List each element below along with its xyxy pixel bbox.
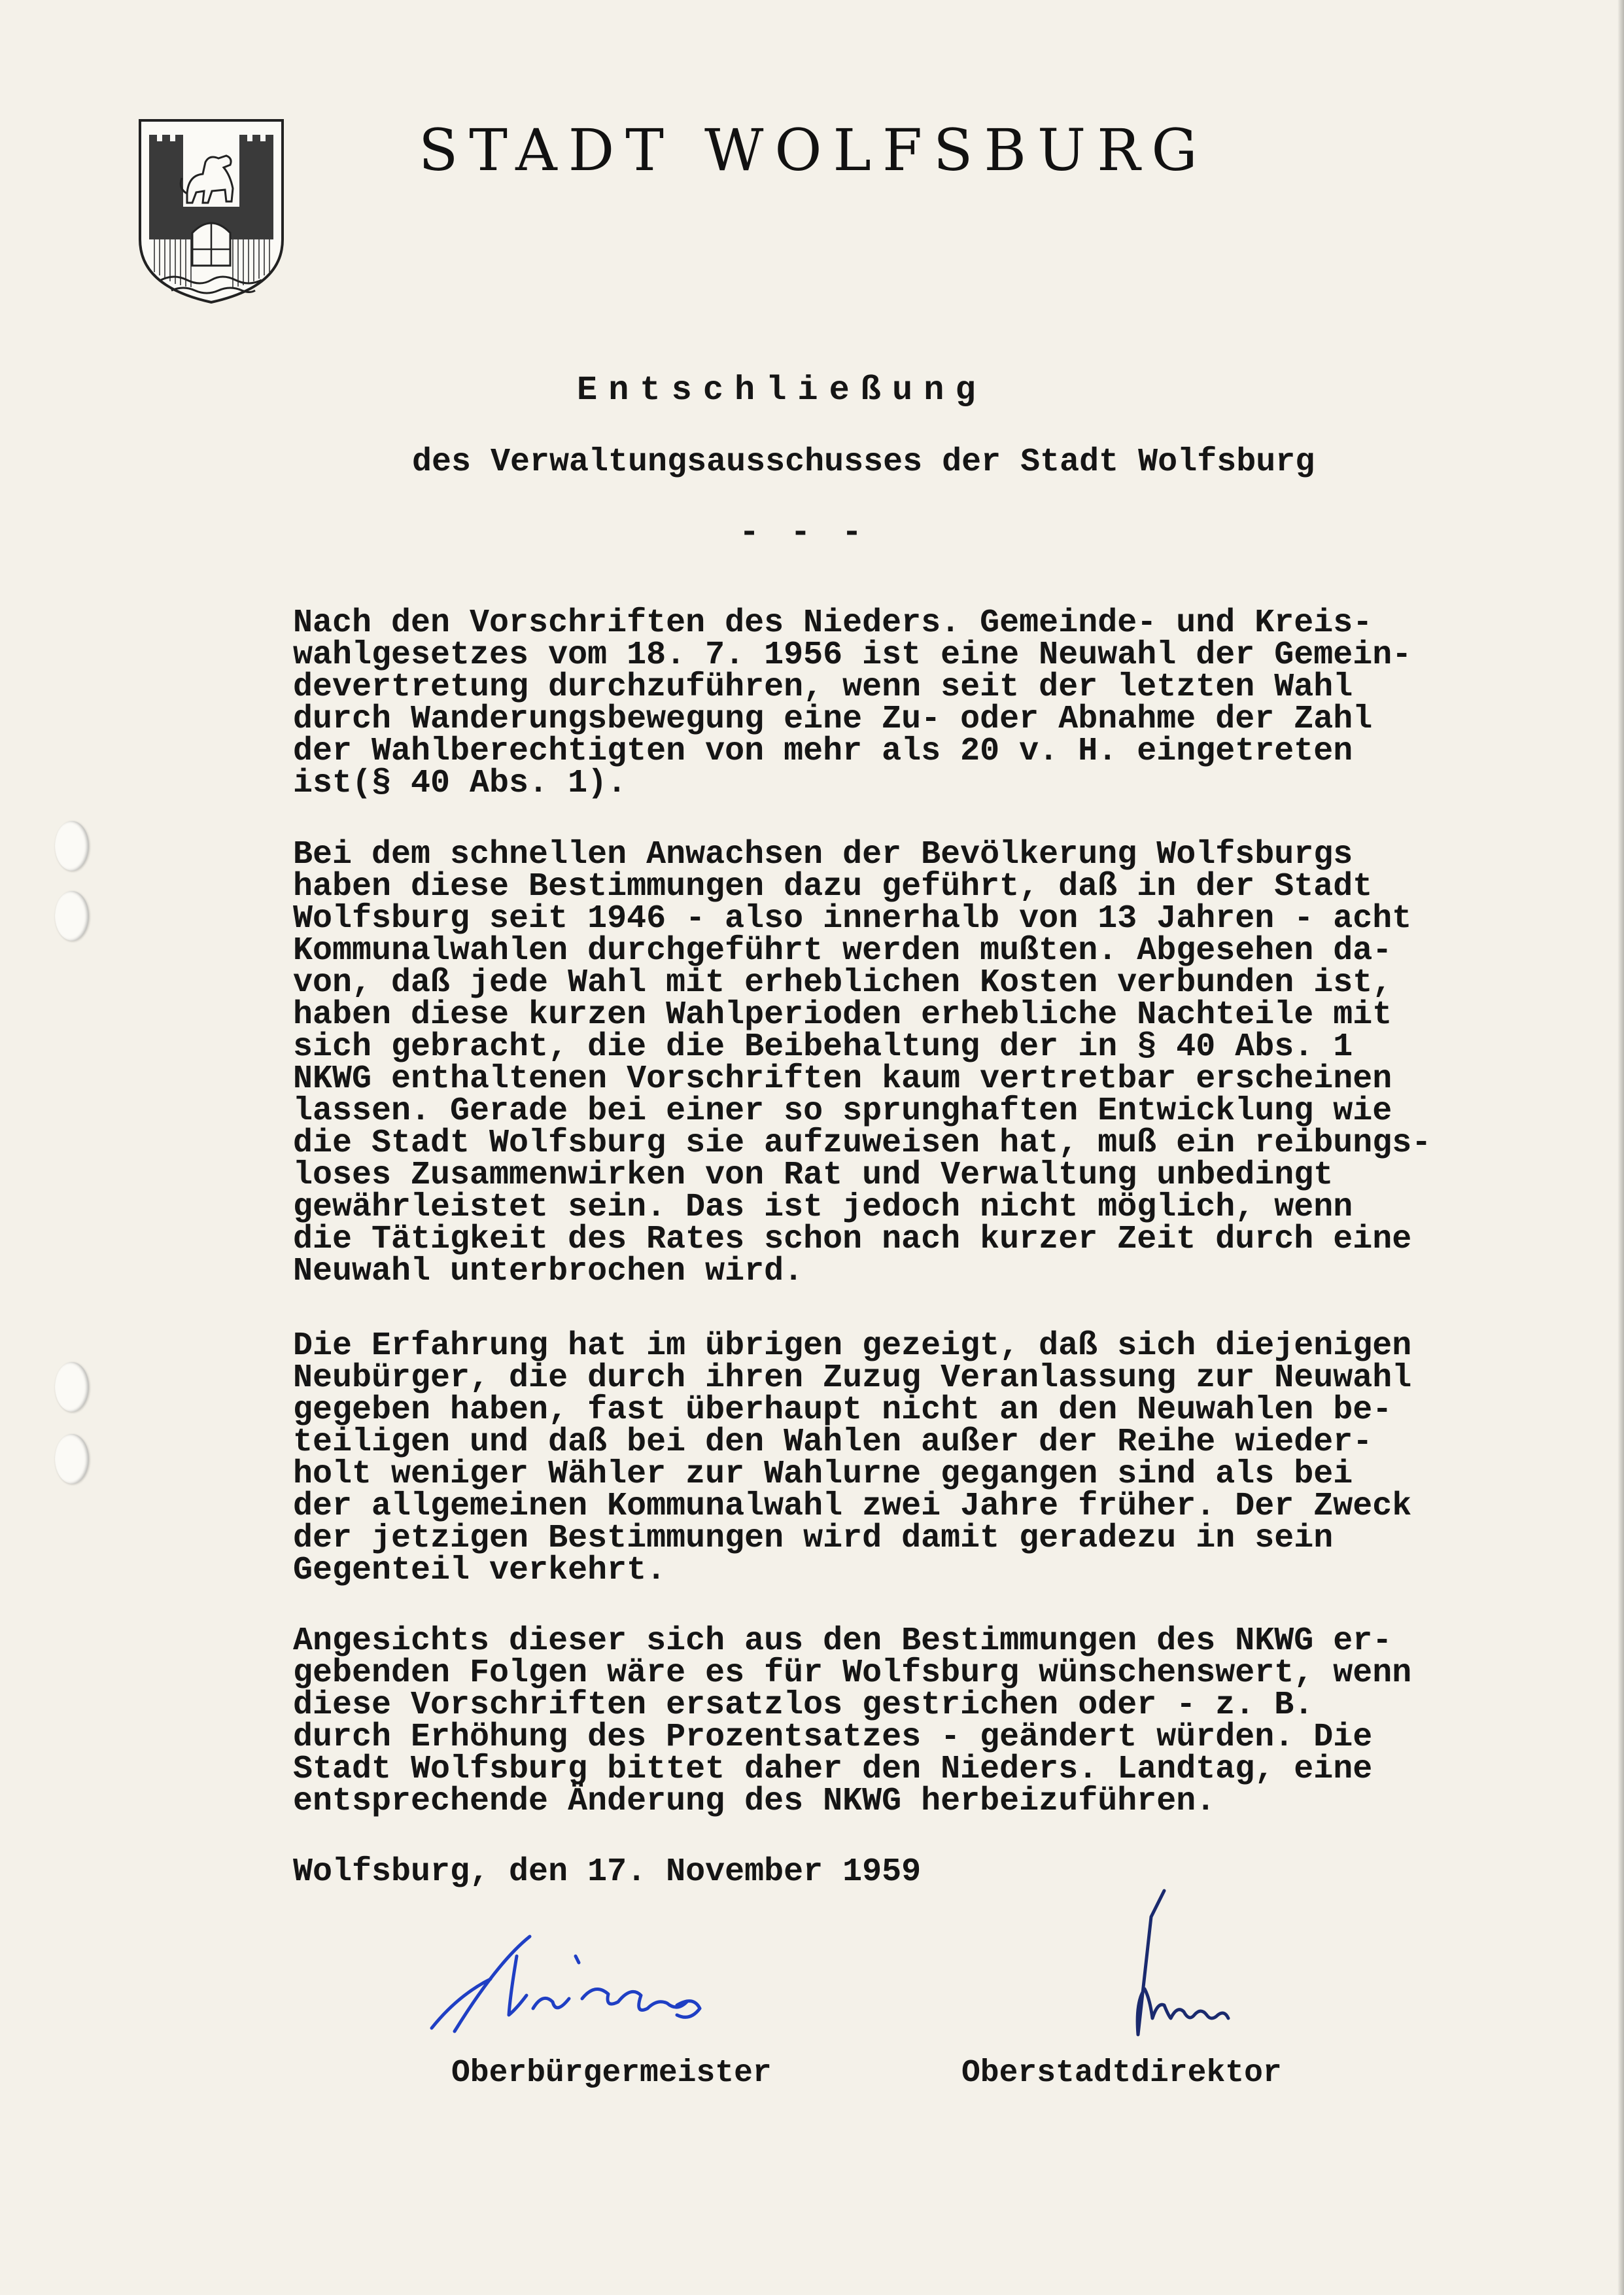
page-edge-shadow — [1617, 0, 1624, 2295]
wolfsburg-coat-of-arms-icon — [135, 115, 288, 306]
punch-hole — [55, 821, 89, 871]
punch-hole — [55, 1362, 89, 1412]
paragraph-1: Nach den Vorschriften des Nieders. Gemeinde- und Kreis- wahlgesetzes vom 18. 7. 1956 ist eine Neuwahl der Gemein- devertretung durchzuführen, wenn seit der letzten Wahl durch Wanderungsbewegung eine Zu- oder Abnahme der Zahl der Wahlberechtigten von mehr als 20 v. H. eingetreten ist(§ 40 Abs. 1). — [293, 604, 1412, 802]
title-separator: - - - — [739, 514, 868, 552]
document-subtitle: des Verwaltungsausschusses der Stadt Wolfsburg — [412, 444, 1315, 481]
paragraph-2: Bei dem schnellen Anwachsen der Bevölkerung Wolfsburgs haben diese Bestimmungen dazu geführt, daß in der Stadt Wolfsburg seit 1946 - also innerhalb von 13 Jahren - acht Kommunalwahlen durchgeführt werden mußten. Abgesehen da- von, daß jede Wahl mit erheblichen Kosten verbunden ist, haben diese kurzen Wahlperioden erhebliche Nachteile mit sich gebracht, die die Beibehaltung der in § 40 Abs. 1 NKWG enthaltenen Vorschriften kaum vertretbar erscheinen lassen. Gerade bei einer so sprunghaften Entwicklung wie die Stadt Wolfsburg sie aufzuweisen hat, muß ein reibungs- loses Zusammenwirken von Rat und Verwaltung unbedingt gewährleistet sein. Das ist jedoch nicht möglich, wenn die Tätigkeit des Rates schon nach kurzer Zeit durch eine Neuwahl unterbrochen wird. — [293, 836, 1432, 1290]
letterhead-city-name: STADT WOLFSBURG — [419, 116, 1209, 184]
director-title: Oberstadtdirektor — [961, 2056, 1282, 2091]
mayor-title: Oberbürgermeister — [451, 2056, 772, 2091]
mayor-signature — [419, 1917, 811, 2048]
document-title: Entschließung — [577, 371, 987, 410]
punch-hole — [55, 891, 89, 941]
punch-hole — [55, 1434, 89, 1484]
paragraph-3: Die Erfahrung hat im übrigen gezeigt, daß sich diejenigen Neubürger, die durch ihren Zuzug Veranlassung zur Neuwahl gegeben haben, fast überhaupt nicht an den Neuwahlen be- teiligen und daß bei den Wahlen außer der Reihe wieder- holt weniger Wähler zur Wahlurne gegangen sind als bei der allgemeinen Kommunalwahl zwei Jahre früher. Der Zweck der jetzigen Bestimmungen wird damit geradezu in sein Gegenteil verkehrt. — [293, 1327, 1412, 1589]
date-line: Wolfsburg, den 17. November 1959 — [293, 1853, 922, 1891]
director-signature — [1073, 1884, 1269, 2061]
paragraph-4: Angesichts dieser sich aus den Bestimmungen des NKWG er- gebenden Folgen wäre es für Wolfsburg wünschenswert, wenn diese Vorschriften ersatzlos gestrichen oder - z. B. durch Erhöhung des Prozentsatzes - geändert würden. Die Stadt Wolfsburg bittet daher den Nieders. Landtag, eine entsprechende Änderung des NKWG herbeizuführen. — [293, 1622, 1412, 1820]
